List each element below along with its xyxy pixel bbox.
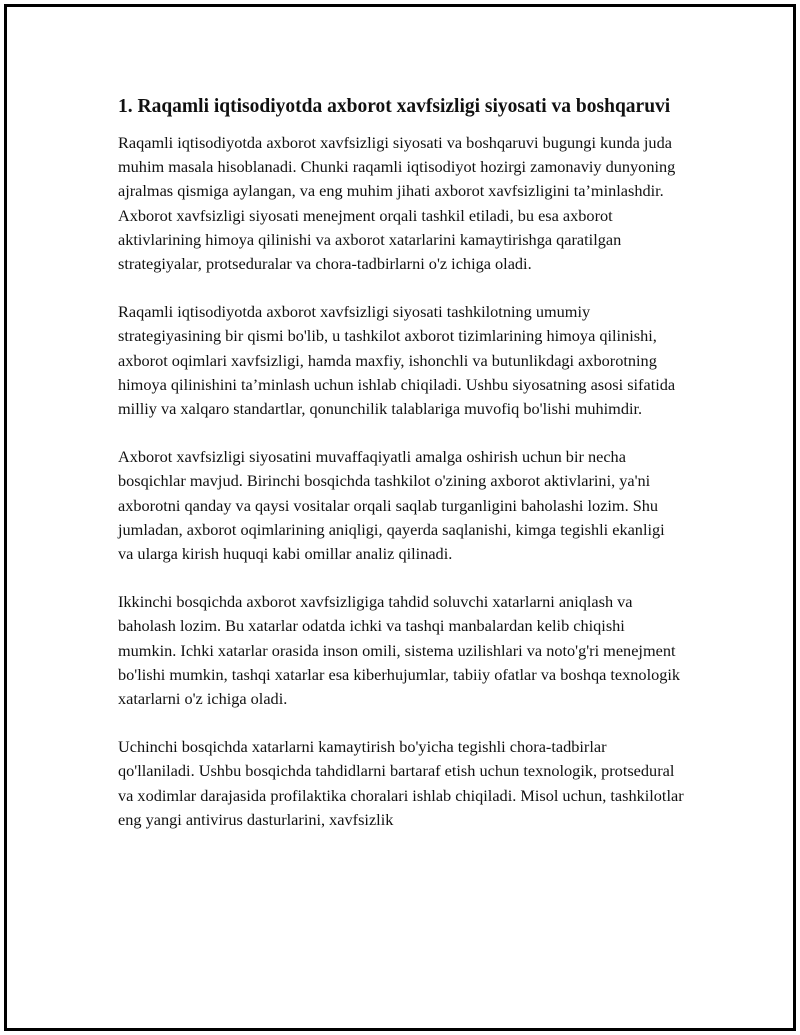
paragraph-5: Uchinchi bosqichda xatarlarni kamaytirish bo'yicha tegishli chora-tadbirlar qo'llaniladi. Ushbu bosqichda tahdidlarni bartaraf etish uchun texnologik, protsedural va xodimlar darajasida profilaktika choralari ishlab chiqiladi. Misol uchun, tashkilotlar eng yangi antivirus dasturlarini, xavfsizlik — [118, 737, 684, 829]
paragraph-3: Axborot xavfsizligi siyosatini muvaffaqiyatli amalga oshirish uchun bir necha bosqichlar mavjud. Birinchi bosqichda tashkilot o'zining axborot aktivlarini, ya'ni axborotni qanday va qaysi vositalar orqali saqlab turganligini baholashi lozim. Shu jumladan, axborot oqimlarining aniqligi, qayerda saqlanishi, kimga tegishli ekanligi va ularga kirish huquqi kabi omillar analiz qilinadi. — [118, 447, 665, 564]
section-heading: 1. Raqamli iqtisodiyotda axborot xavfsizligi siyosati va boshqaruvi — [118, 96, 671, 117]
paragraph-2: Raqamli iqtisodiyotda axborot xavfsizligi siyosati tashkilotning umumiy strategiyasining bir qismi bo'lib, u tashkilot axborot tizimlarining himoya qilinishi, axborot oqimlari xavfsizligi, hamda maxfiy, ishonchli va butunlikdagi axborotning himoya qilinishini ta’minlash uchun ishlab chiqiladi. Ushbu siyosatning asosi sifatida milliy va xalqaro standartlar, qonunchilik talablariga muvofiq bo'lishi muhimdir. — [118, 302, 676, 419]
document-body — [118, 94, 684, 856]
paragraph-1: Raqamli iqtisodiyotda axborot xavfsizligi siyosati va boshqaruvi bugungi kunda juda muhim masala hisoblanadi. Chunki raqamli iqtisodiyot hozirgi zamonaviy dunyoning ajralmas qismiga aylangan, va eng muhim jihati axborot xavfsizligini ta’minlashdir. Axborot xavfsizligi siyosati menejment orqali tashkil etiladi, bu esa axborot aktivlarining himoya qilinishi va axborot xatarlarini kamaytirishga qaratilgan strategiyalar, protseduralar va chora-tadbirlarni o'z ichiga oladi. — [118, 133, 676, 274]
paragraph-4: Ikkinchi bosqichda axborot xavfsizligiga tahdid soluvchi xatarlarni aniqlash va baholash lozim. Bu xatarlar odatda ichki va tashqi manbalardan kelib chiqishi mumkin. Ichki xatarlar orasida inson omili, sistema uzilishlari va noto'g'ri menejment bo'lishi mumkin, tashqi xatarlar esa kiberhujumlar, tabiiy ofatlar va boshqa texnologik xatarlarni o'z ichiga oladi. — [118, 592, 681, 709]
